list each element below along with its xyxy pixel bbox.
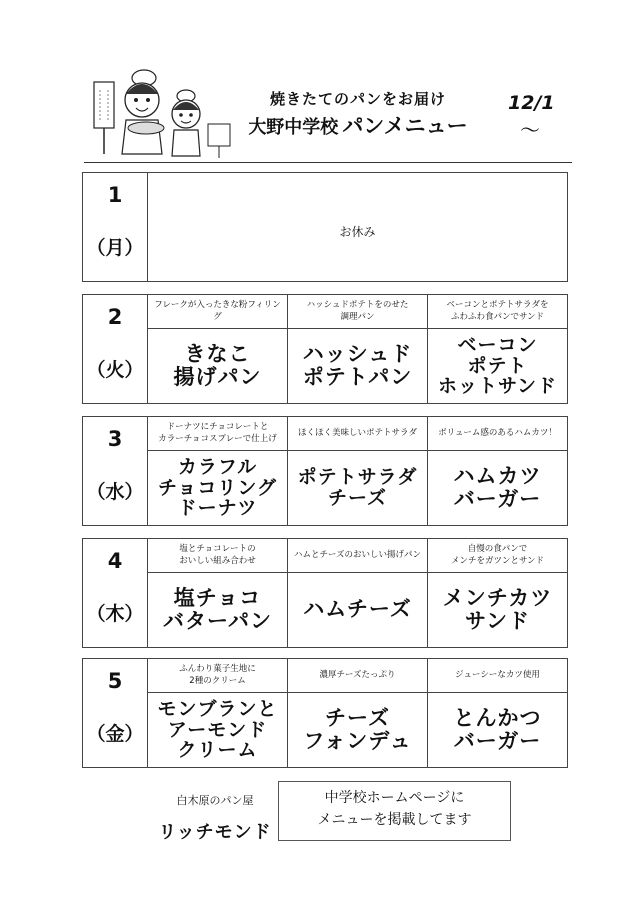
item-name: チーズ フォンデュ: [303, 705, 412, 753]
menu-item: [428, 295, 567, 403]
item-name: ベーコン ポテト ホットサンド: [437, 333, 558, 398]
item-name: ハムカツ バーガー: [453, 463, 542, 511]
day-label: [83, 173, 148, 281]
day-block-1: [82, 172, 568, 282]
menu-items: [148, 295, 567, 403]
day-number: 4: [107, 549, 123, 573]
menu-item: [288, 659, 428, 767]
day-label: [83, 659, 148, 767]
menu-item: [288, 295, 428, 403]
item-name: モンブランと アーモンド クリーム: [157, 697, 278, 762]
item-description: 濃厚チーズたっぷり: [288, 659, 427, 693]
date-range-tilde: 〜: [520, 118, 540, 142]
menu-item: [288, 417, 428, 525]
day-block-2: [82, 294, 568, 404]
school-name: 大野中学校: [248, 117, 339, 138]
header-divider: [84, 162, 572, 163]
menu-item: [148, 417, 288, 525]
item-name: カラフル チョコリング ドーナツ: [157, 455, 278, 520]
header-title: [238, 110, 478, 140]
menu-item: [428, 539, 567, 647]
item-name: きなこ 揚げパン: [173, 341, 262, 389]
item-description: 塩とチョコレートの おいしい組み合わせ: [148, 539, 287, 573]
header: [0, 0, 640, 165]
menu-title: パンメニュー: [342, 114, 468, 138]
menu-item: [148, 295, 288, 403]
holiday-note: お休み: [339, 225, 376, 239]
day-label: [83, 417, 148, 525]
day-number: 5: [107, 669, 123, 693]
menu-items: [148, 539, 567, 647]
item-description: ほくほく美味しいポテトサラダ: [288, 417, 427, 451]
shop-label: 白木原のパン屋: [176, 794, 254, 807]
shop-name: リッチモンド: [158, 822, 272, 843]
weekday: （火）: [86, 359, 144, 381]
item-name: 塩チョコ バターパン: [163, 585, 272, 633]
homepage-notice: 中学校ホームページに メニューを掲載してます: [278, 781, 511, 841]
weekday: （月）: [86, 237, 144, 259]
item-name: ポテトサラダ チーズ: [297, 466, 418, 509]
day-block-5: [82, 658, 568, 768]
menu-item: [288, 539, 428, 647]
day-label: [83, 539, 148, 647]
item-description: ハッシュドポテトをのせた 調理パン: [288, 295, 427, 329]
day-block-3: [82, 416, 568, 526]
weekday: （木）: [86, 603, 144, 625]
item-name: ハムチーズ: [303, 597, 412, 622]
menu-item: [148, 659, 288, 767]
item-name: ハッシュド ポテトパン: [302, 341, 413, 389]
item-description: ジューシーなカツ使用: [428, 659, 567, 693]
item-description: ベーコンとポテトサラダを ふわふわ食パンでサンド: [428, 295, 567, 329]
shop-info: [150, 792, 280, 844]
item-name: とんかつ バーガー: [453, 705, 542, 753]
menu-items: [148, 417, 567, 525]
day-number: 1: [107, 183, 123, 207]
menu-date: 12/1: [508, 92, 555, 114]
day-label: [83, 295, 148, 403]
item-description: 自慢の食パンで メンチをガツンとサンド: [428, 539, 567, 573]
menu-item: [428, 659, 567, 767]
header-tagline: 焼きたてのパンをお届け: [269, 90, 446, 108]
weekday: （金）: [86, 723, 144, 745]
weekday: （水）: [86, 481, 144, 503]
item-description: ボリューム感のあるハムカツ！: [428, 417, 567, 451]
item-name: メンチカツ サンド: [442, 585, 553, 633]
item-description: ふんわり菓子生地に 2種のクリーム: [148, 659, 287, 693]
day-number: 2: [107, 305, 123, 329]
menu-item: [148, 539, 288, 647]
item-description: フレークが入ったきな粉フィリング: [148, 295, 287, 329]
menu-item: [428, 417, 567, 525]
item-description: ドーナツにチョコレートと カラーチョコスプレーで仕上げ: [148, 417, 287, 451]
item-description: ハムとチーズのおいしい揚げパン: [288, 539, 427, 573]
menu-items: [148, 659, 567, 767]
bakers-illustration: [88, 62, 248, 162]
day-block-4: [82, 538, 568, 648]
day-number: 3: [107, 427, 123, 451]
